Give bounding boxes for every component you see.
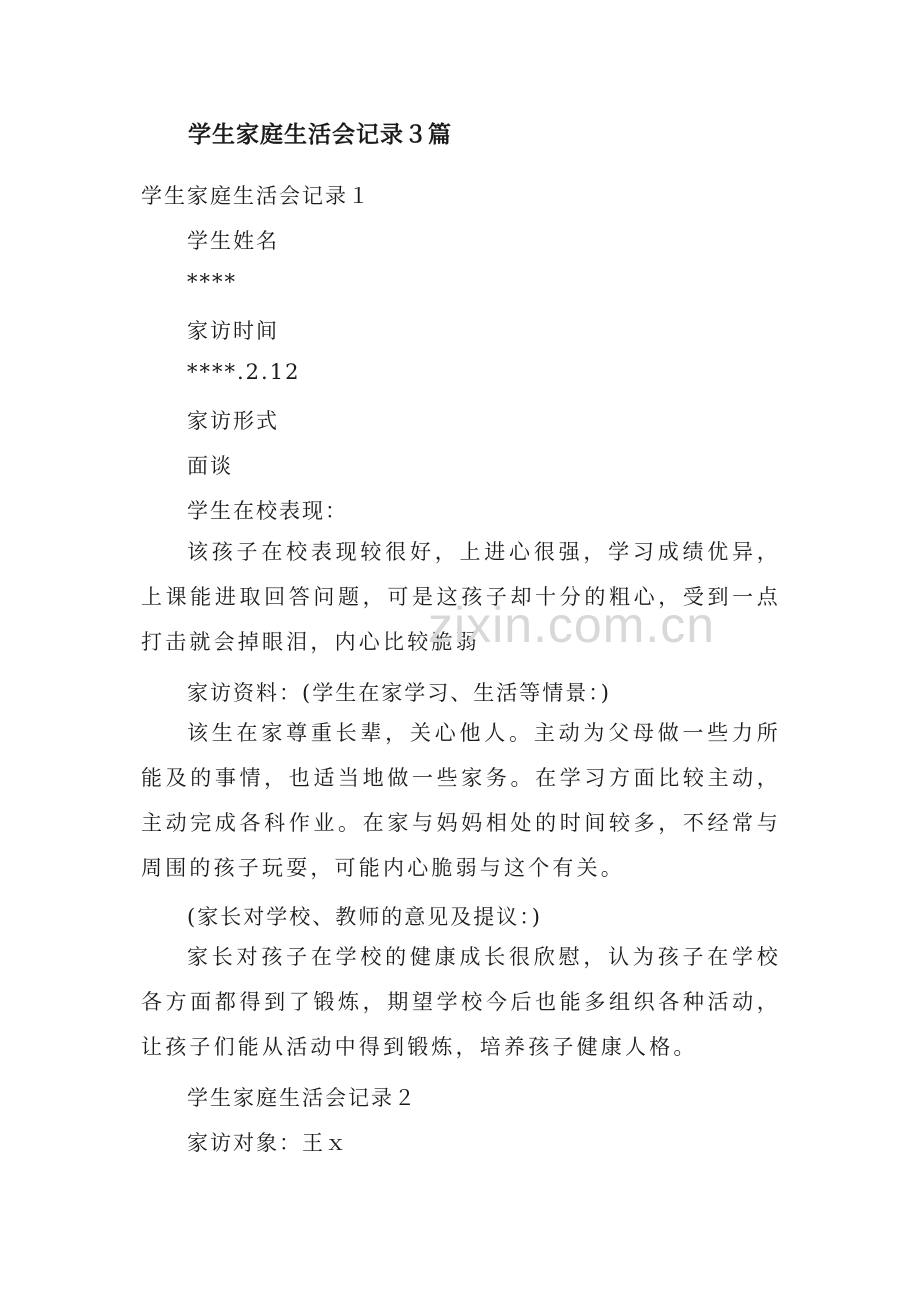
parent-opinion-text: 家长对孩子在学校的健康成长很欣慰，认为孩子在学校各方面都得到了锻炼，期望学校今后也能多组织各种活动，让孩子们能从活动中得到锻炼，培养孩子健康人格。 [141,945,781,1059]
visit-form-value: 面谈 [187,454,233,478]
student-name-label: 学生姓名 [187,229,279,253]
visit-target: 家访对象：王ｘ [187,1131,348,1155]
home-info-label: 家访资料：(学生在家学习、生活等情景：) [187,681,611,705]
school-performance-label: 学生在校表现： [187,499,348,523]
parent-opinion-label: (家长对学校、教师的意见及提议：) [187,905,542,929]
record2-heading: 学生家庭生活会记录２ [187,1086,417,1110]
visit-form-label: 家访形式 [187,409,279,433]
home-info-text: 该生在家尊重长辈，关心他人。主动为父母做一些力所能及的事情，也适当地做一些家务。在学习方面比较主动，主动完成各科作业。在家与妈妈相处的时间较多，不经常与周围的孩子玩耍，可能内心脆弱与这个有关。 [141,721,781,880]
visit-time-label: 家访时间 [187,319,279,343]
visit-time-value: ****.2.12 [187,360,301,384]
record1-heading: 学生家庭生活会记录１ [141,184,371,208]
student-name-value: **** [187,270,237,294]
document-title: 学生家庭生活会记录３篇 [188,122,452,148]
watermark: zixin.com.cn [428,597,716,653]
school-performance-text: 该孩子在校表现较很好，上进心很强，学习成绩优异，上课能进取回答问题，可是这孩子却十分的粗心，受到一点打击就会掉眼泪，内心比较脆弱 [141,540,781,654]
